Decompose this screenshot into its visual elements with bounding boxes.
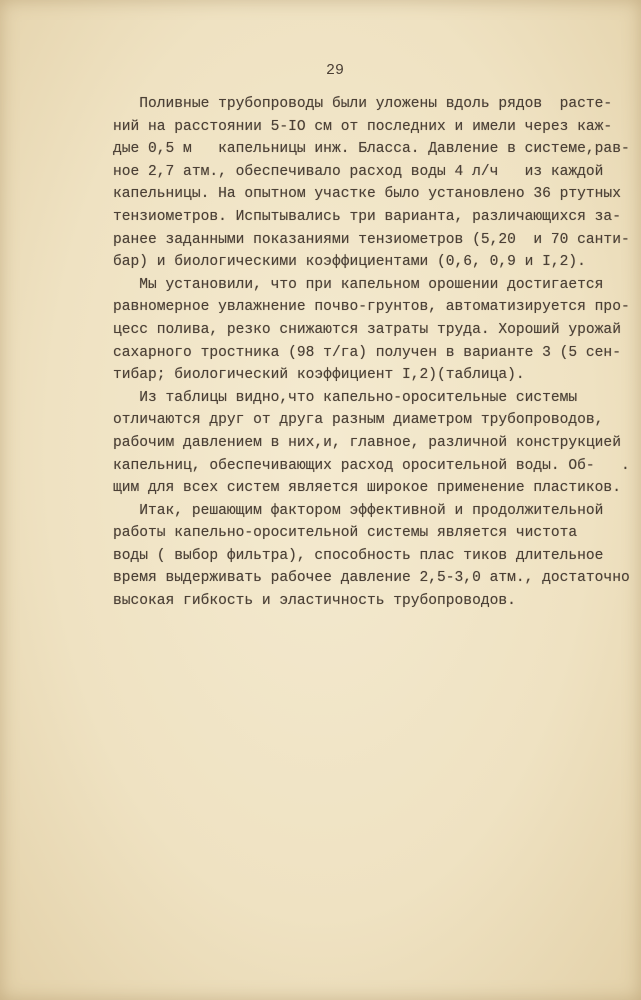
- text-line: Поливные трубопроводы были уложены вдоль рядов расте-: [113, 96, 613, 112]
- text-line: ранее заданными показаниями тензиометров (5,20 и 70 санти-: [113, 231, 630, 248]
- text-line: равномерное увлажнение почво-грунтов, автоматизируется про-: [113, 299, 630, 316]
- page-number: 29: [325, 62, 344, 79]
- text-line: время выдерживать рабочее давление 2,5-3,0 атм., достаточно: [113, 570, 630, 587]
- text-line: ное 2,7 атм., обеспечивало расход воды 4 л/ч из каждой: [113, 163, 604, 180]
- text-line: отличаются друг от друга разным диаметром трубопроводов,: [113, 412, 604, 429]
- text-line: цесс полива, резко снижаются затраты труда. Хороший урожай: [113, 321, 621, 338]
- text-line: сахарного тростника (98 т/га) получен в варианте 3 (5 сен-: [113, 344, 621, 361]
- text-line: ний на расстоянии 5-IO см от последних и имели через каж-: [113, 118, 613, 135]
- text-line: капельницы. На опытном участке было установлено 36 ртутных: [113, 186, 621, 203]
- text-line: тензиометров. Испытывались три варианта, различающихся за-: [113, 208, 621, 225]
- text-line: дые 0,5 м капельницы инж. Бласса. Давление в системе,рав-: [113, 141, 630, 158]
- text-line: воды ( выбор фильтра), способность плас тиков длительное: [113, 547, 604, 564]
- text-line: щим для всех систем является широкое применение пластиков.: [113, 480, 621, 497]
- text-line: бар) и биологическими коэффициентами (0,6, 0,9 и I,2).: [113, 254, 586, 271]
- text-line: тибар; биологический коэффициент I,2)(таблица).: [113, 367, 525, 384]
- text-line: капельниц, обеспечивающих расход оросительной воды. Об- .: [113, 457, 630, 474]
- text-line: Мы установили, что при капельном орошении достигается: [113, 276, 604, 293]
- text-line: Из таблицы видно,что капельно-оросительные системы: [113, 389, 578, 406]
- text-line: рабочим давлением в них,и, главное, различной конструкцией: [113, 434, 621, 451]
- text-line: Итак, решающим фактором эффективной и продолжительной: [113, 502, 604, 519]
- text-line: высокая гибкость и эластичность трубопроводов.: [113, 593, 516, 610]
- text-line: работы капельно-оросительной системы является чистота: [113, 525, 578, 542]
- body-text: [113, 93, 630, 613]
